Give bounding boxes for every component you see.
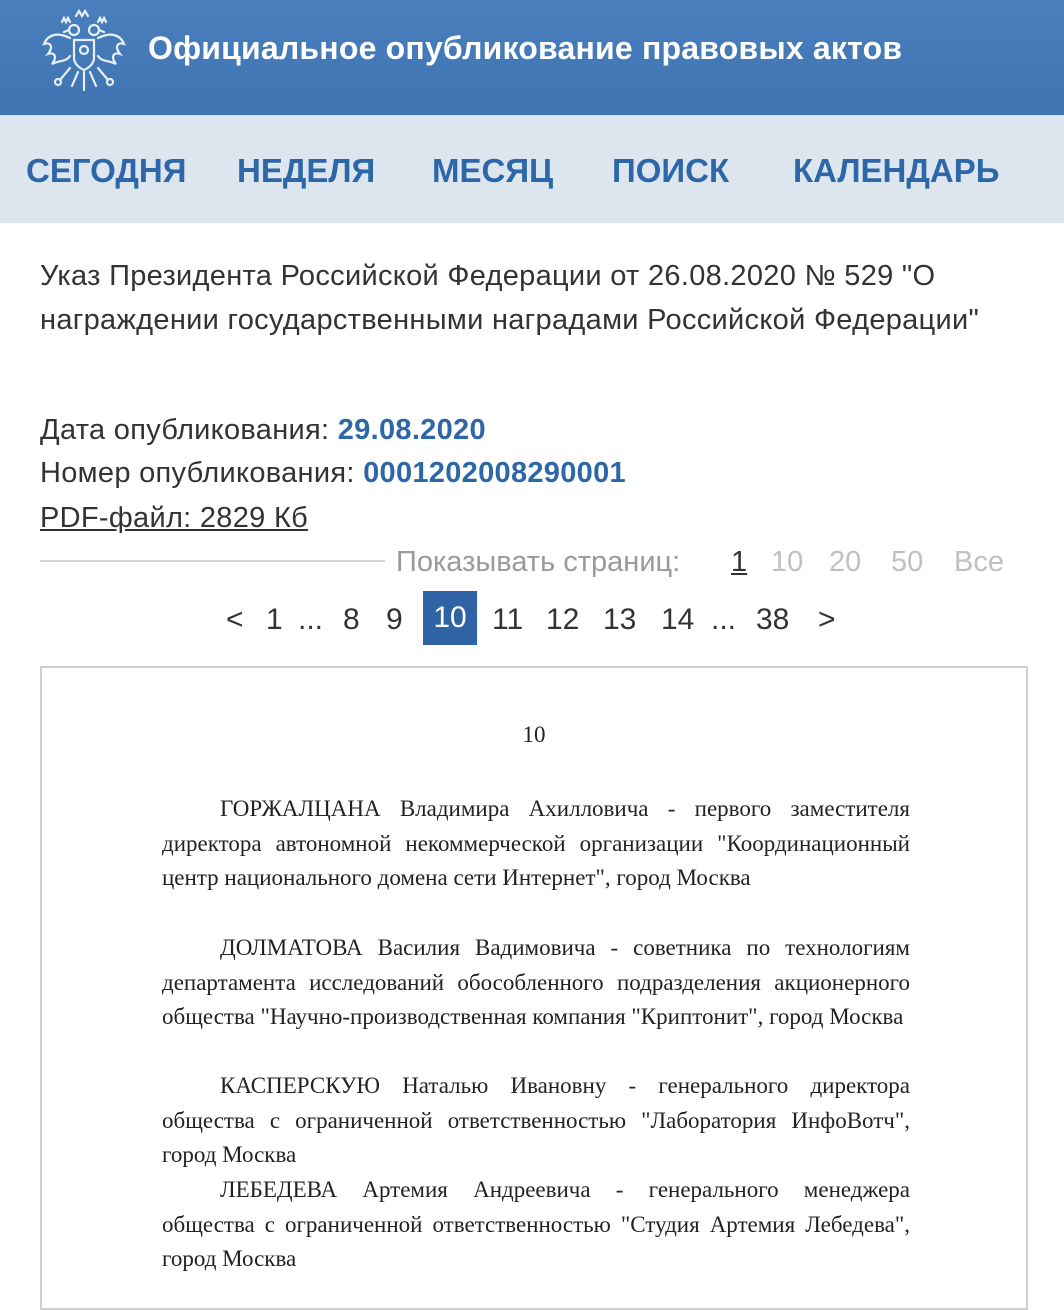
nav-search[interactable]: ПОИСК	[612, 152, 730, 189]
pagination-page[interactable]: 9	[386, 603, 403, 636]
pages-per-view-option-1[interactable]: 1	[731, 546, 748, 578]
pagination-page[interactable]: 12	[546, 603, 580, 636]
pagination-page[interactable]: 38	[756, 603, 790, 636]
document-paragraph: КАСПЕРСКУЮ Наталью Ивановну - генерального директора общества с ограниченной ответственностью "Лаборатория ИнфоВотч", город Москва	[162, 1073, 910, 1167]
pages-per-view-option-10[interactable]: 10	[771, 546, 804, 578]
document-paragraph: ЛЕБЕДЕВА Артемия Андреевича - генерального менеджера общества с ограниченной ответственностью "Студия Артемия Лебедева", город Москва	[162, 1177, 910, 1271]
publication-number-value: 0001202008290001	[363, 457, 626, 489]
pagination-page[interactable]: 8	[343, 603, 360, 636]
nav-week[interactable]: НЕДЕЛЯ	[237, 152, 376, 189]
main-nav	[0, 115, 1064, 223]
pages-per-view-label: Показывать страниц:	[396, 546, 681, 578]
pagination-page[interactable]: 11	[492, 603, 524, 636]
pagination-prev[interactable]: <	[226, 603, 244, 636]
pagination-ellipsis: ...	[711, 603, 737, 636]
divider	[40, 560, 385, 562]
document-title: Указ Президента Российской Федерации от 26.08.2020 № 529 "О награждении государственными наградами Российской Федерации"	[40, 260, 980, 336]
document-page-viewer[interactable]	[40, 666, 1028, 1310]
pages-per-view-option-20[interactable]: 20	[829, 546, 862, 578]
document-paragraph: ГОРЖАЛЦАНА Владимира Ахилловича - первого заместителя директора автономной некоммерческой организации "Координационный центр национального домена сети Интернет", город Москва	[162, 796, 910, 890]
nav-month[interactable]: МЕСЯЦ	[432, 152, 554, 189]
pagination-page[interactable]: 1	[266, 603, 283, 636]
pagination-next[interactable]: >	[818, 603, 836, 636]
nav-today[interactable]: СЕГОДНЯ	[26, 152, 187, 189]
pagination-page[interactable]: 14	[661, 603, 695, 636]
nav-calendar[interactable]: КАЛЕНДАРЬ	[793, 152, 1000, 189]
publication-number-label: Номер опубликования:	[40, 457, 355, 489]
publication-number	[40, 457, 626, 490]
publication-date-label: Дата опубликования:	[40, 414, 330, 446]
publication-date	[40, 414, 486, 447]
document-page-number: 10	[522, 722, 546, 747]
russian-coat-of-arms-icon[interactable]	[40, 8, 128, 100]
pdf-download-link[interactable]: PDF-файл: 2829 Кб	[40, 502, 309, 534]
site-title[interactable]: Официальное опубликование правовых актов	[148, 30, 903, 66]
pagination-page[interactable]: 13	[603, 603, 637, 636]
document-paragraph: ДОЛМАТОВА Василия Вадимовича - советника по технологиям департамента исследований обособленного подразделения акционерного общества "Научно-производственная компания "Криптонит", город Москва	[162, 935, 910, 1029]
pages-per-view-option-all[interactable]: Все	[954, 546, 1004, 578]
pagination-current-page[interactable]: 10	[423, 591, 477, 645]
pages-per-view-option-50[interactable]: 50	[891, 546, 924, 578]
pagination-ellipsis: ...	[298, 603, 324, 636]
site-header	[0, 0, 1064, 115]
publication-date-value: 29.08.2020	[337, 414, 486, 446]
